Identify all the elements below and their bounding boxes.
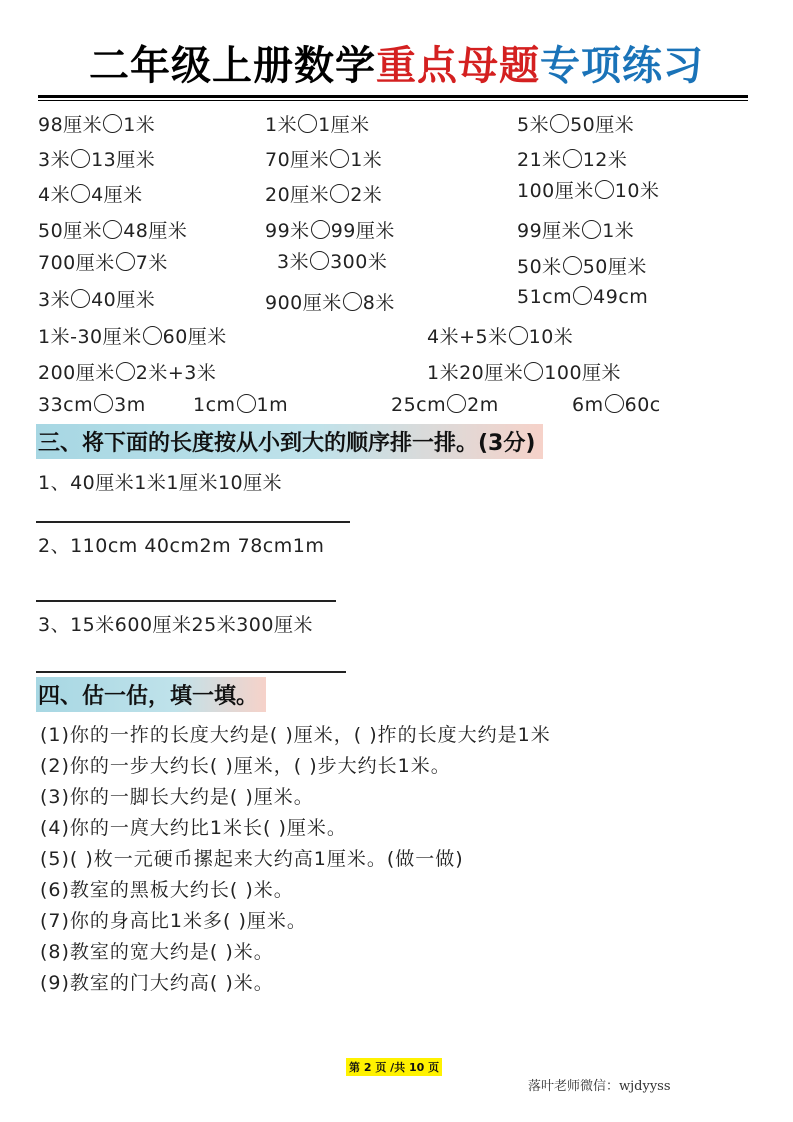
compare-circle[interactable] <box>582 220 601 239</box>
compare-circle[interactable] <box>550 114 569 133</box>
sort-question: 2、110cm 40cm2m 78cm1m <box>38 535 325 557</box>
compare-item: 6m 60c <box>572 394 661 416</box>
fill-question: (7)你的身高比1米多( )厘米。 <box>40 910 307 932</box>
page-title <box>0 34 793 91</box>
compare-item: 50厘米 48厘米 <box>38 220 188 242</box>
compare-item: 3米 40厘米 <box>38 289 156 311</box>
compare-item: 4米+5米 10米 <box>427 326 574 348</box>
compare-circle[interactable] <box>71 289 90 308</box>
compare-circle[interactable] <box>573 286 592 305</box>
compare-circle[interactable] <box>595 180 614 199</box>
compare-item: 3米 13厘米 <box>38 149 156 171</box>
compare-item: 99米 99厘米 <box>265 220 395 242</box>
compare-circle[interactable] <box>103 220 122 239</box>
fill-question: (8)教室的宽大约是( )米。 <box>40 941 274 963</box>
compare-item: 1cm 1m <box>193 394 289 416</box>
compare-circle[interactable] <box>71 149 90 168</box>
title-part-1: 二年级上册数学 <box>89 43 376 89</box>
compare-circle[interactable] <box>310 251 329 270</box>
compare-circle[interactable] <box>343 292 362 311</box>
compare-circle[interactable] <box>94 394 113 413</box>
compare-item: 99厘米 1米 <box>517 220 635 242</box>
compare-circle[interactable] <box>116 252 135 271</box>
sort-question: 3、15米600厘米25米300厘米 <box>38 614 313 636</box>
fill-question: (4)你的一庹大约比1米长( )厘米。 <box>40 817 347 839</box>
compare-item: 1米 1厘米 <box>265 114 370 136</box>
compare-item: 70厘米 1米 <box>265 149 383 171</box>
compare-circle[interactable] <box>103 114 122 133</box>
compare-circle[interactable] <box>237 394 256 413</box>
footer-note: 落叶老师微信：wjdyyss <box>528 1079 671 1094</box>
page-number: 第 2 页 /共 10 页 <box>346 1058 442 1076</box>
compare-item: 50米 50厘米 <box>517 256 647 278</box>
compare-item: 1米20厘米 100厘米 <box>427 362 622 384</box>
compare-item: 33cm 3m <box>38 394 146 416</box>
compare-item: 4米 4厘米 <box>38 184 143 206</box>
compare-circle[interactable] <box>311 220 330 239</box>
compare-circle[interactable] <box>605 394 624 413</box>
compare-item: 20厘米 2米 <box>265 184 383 206</box>
compare-circle[interactable] <box>563 149 582 168</box>
compare-circle[interactable] <box>298 114 317 133</box>
compare-item: 900厘米 8米 <box>265 292 395 314</box>
compare-item: 1米-30厘米 60厘米 <box>38 326 227 348</box>
compare-circle[interactable] <box>116 362 135 381</box>
compare-circle[interactable] <box>330 149 349 168</box>
title-rule-thin <box>38 100 748 101</box>
compare-circle[interactable] <box>71 184 90 203</box>
compare-circle[interactable] <box>143 326 162 345</box>
compare-item: 5米 50厘米 <box>517 114 635 136</box>
compare-item: 98厘米 1米 <box>38 114 156 136</box>
compare-circle[interactable] <box>330 184 349 203</box>
compare-item: 3米 300米 <box>277 251 388 273</box>
title-part-3: 专项练习 <box>540 43 704 89</box>
compare-circle[interactable] <box>447 394 466 413</box>
fill-question: (2)你的一步大约长( )厘米，( )步大约长1米。 <box>40 755 451 777</box>
fill-question: (6)教室的黑板大约长( )米。 <box>40 879 294 901</box>
compare-item: 51cm 49cm <box>517 286 649 308</box>
fill-question: (5)( )枚一元硬币摞起来大约高1厘米。(做一做) <box>40 848 464 870</box>
compare-circle[interactable] <box>509 326 528 345</box>
sort-question: 1、40厘米1米1厘米10厘米 <box>38 472 283 494</box>
title-rule-thick <box>38 95 748 98</box>
compare-item: 200厘米 2米+3米 <box>38 362 217 384</box>
compare-item: 100厘米 10米 <box>517 180 660 202</box>
compare-circle[interactable] <box>563 256 582 275</box>
fill-question: (9)教室的门大约高( )米。 <box>40 972 274 994</box>
answer-line[interactable] <box>36 671 346 673</box>
fill-question: (3)你的一脚长大约是( )厘米。 <box>40 786 314 808</box>
section-4-heading: 四、估一估，填一填。 <box>36 677 266 712</box>
compare-circle[interactable] <box>524 362 543 381</box>
fill-question: (1)你的一拃的长度大约是( )厘米，( )拃的长度大约是1米 <box>40 724 551 746</box>
answer-line[interactable] <box>36 521 350 523</box>
section-3-heading: 三、将下面的长度按从小到大的顺序排一排。(3分) <box>36 424 543 459</box>
answer-line[interactable] <box>36 600 336 602</box>
compare-item: 25cm 2m <box>391 394 499 416</box>
title-part-2: 重点母题 <box>376 43 540 89</box>
compare-item: 21米 12米 <box>517 149 628 171</box>
compare-item: 700厘米 7米 <box>38 252 168 274</box>
